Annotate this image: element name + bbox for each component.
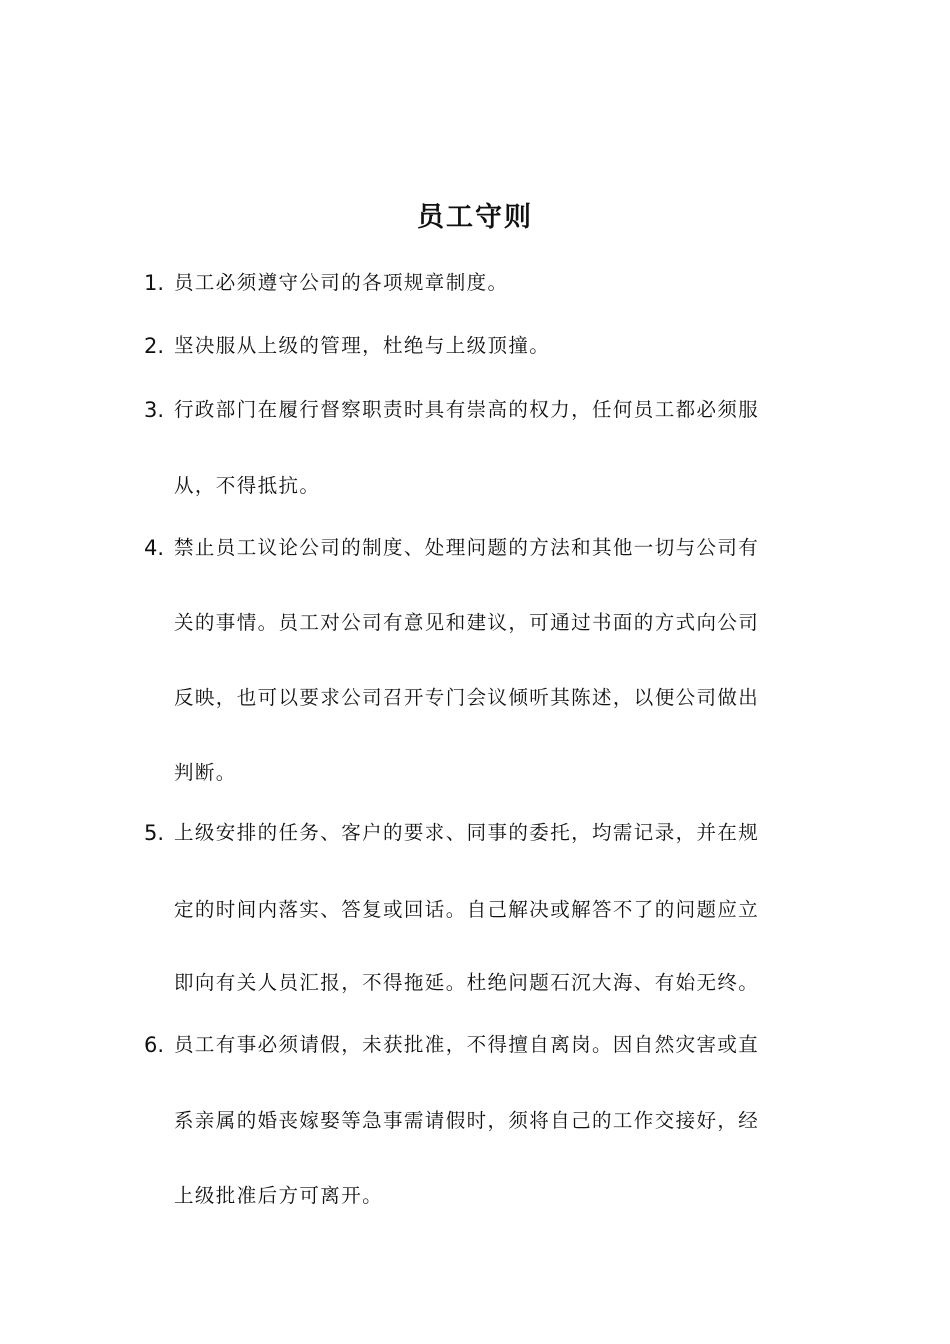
rule-number: 2. [144, 334, 165, 358]
rule-text-line: 即向有关人员汇报，不得拖延。杜绝问题石沉大海、有始无终。 [174, 971, 760, 994]
rule-text-line: 从，不得抵抗。 [174, 474, 321, 497]
rule-text-line: 禁止员工议论公司的制度、处理问题的方法和其他一切与公司有 [174, 536, 760, 559]
rule-number: 5. [144, 821, 165, 845]
rule-text-line: 员工必须遵守公司的各项规章制度。 [174, 271, 509, 294]
rule-text-line: 员工有事必须请假，未获批准，不得擅自离岗。因自然灾害或直 [174, 1033, 760, 1056]
rule-number: 1. [144, 271, 165, 295]
rule-text-line: 反映，也可以要求公司召开专门会议倾听其陈述，以便公司做出 [174, 686, 760, 709]
document-title: 员工守则 [417, 202, 533, 233]
rule-text-line: 系亲属的婚丧嫁娶等急事需请假时，须将自己的工作交接好，经 [174, 1109, 760, 1132]
rule-text-line: 上级安排的任务、客户的要求、同事的委托，均需记录，并在规 [174, 821, 760, 844]
rule-text-line: 判断。 [174, 761, 237, 784]
rule-text-line: 定的时间内落实、答复或回话。自己解决或解答不了的问题应立 [174, 898, 760, 921]
rule-number: 3. [144, 398, 165, 422]
rule-number: 4. [144, 536, 165, 560]
rule-text-line: 上级批准后方可离开。 [174, 1184, 384, 1207]
rule-text-line: 坚决服从上级的管理，杜绝与上级顶撞。 [174, 334, 551, 357]
rule-text-line: 关的事情。员工对公司有意见和建议，可通过书面的方式向公司 [174, 611, 760, 634]
rule-number: 6. [144, 1033, 165, 1057]
rule-text-line: 行政部门在履行督察职责时具有崇高的权力，任何员工都必须服 [174, 398, 760, 421]
